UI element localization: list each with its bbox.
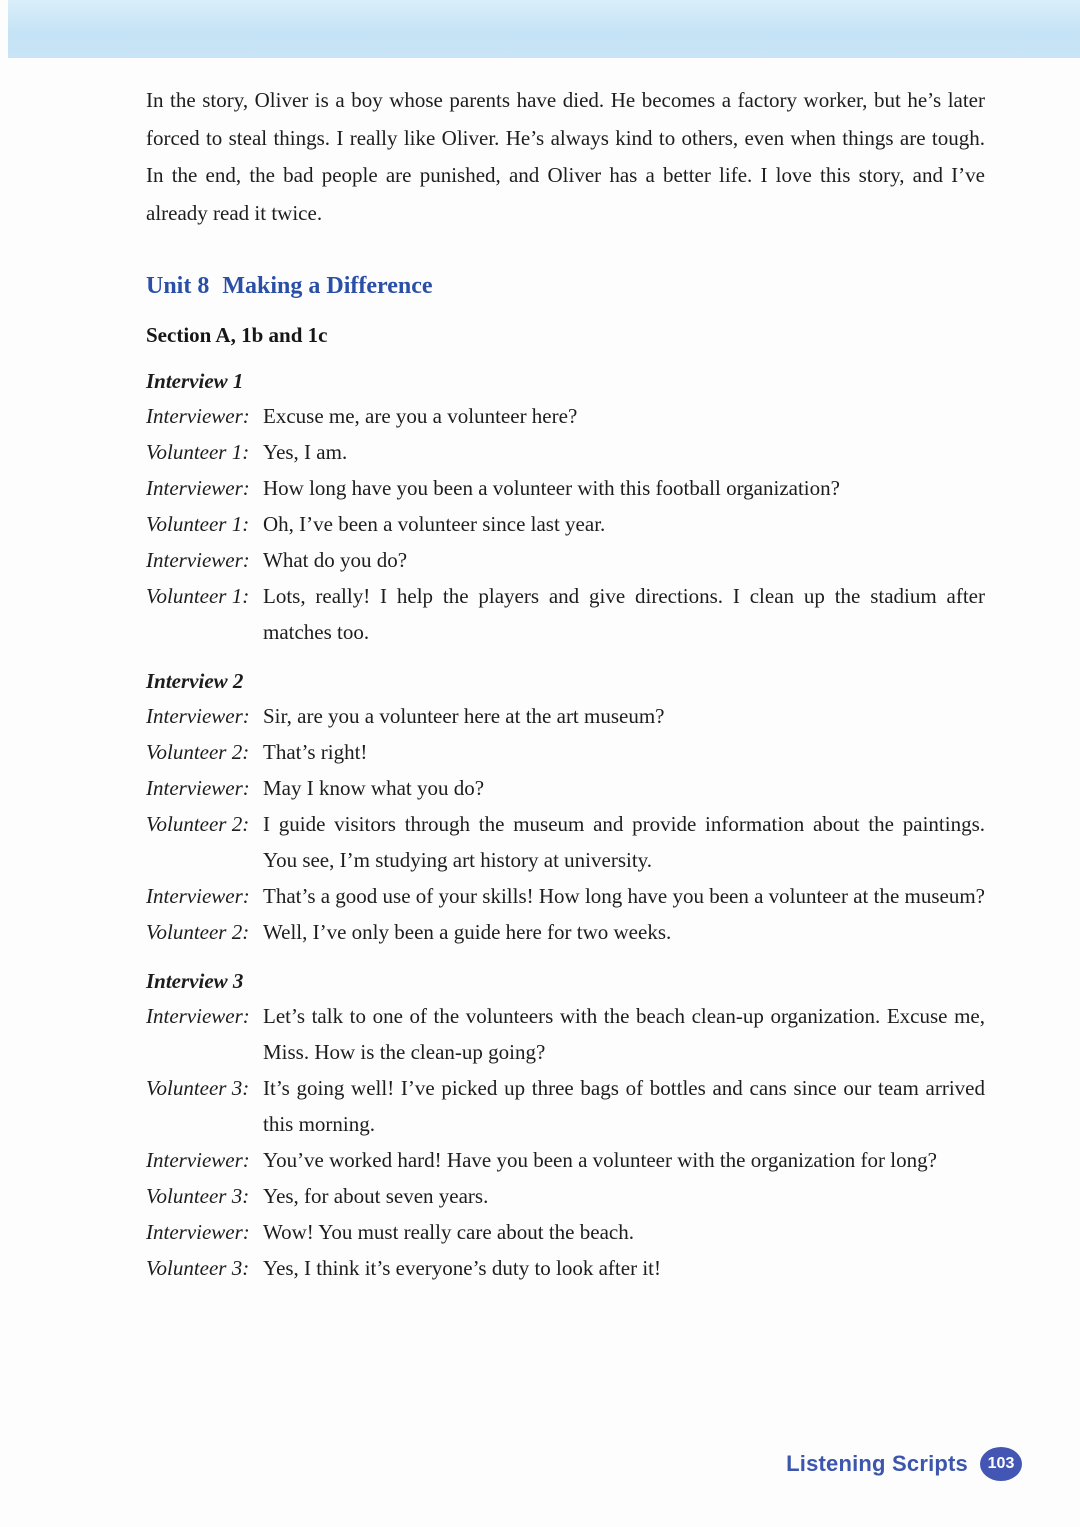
- speaker-label: Interviewer:: [146, 548, 250, 572]
- speaker-label: Interviewer:: [146, 1004, 250, 1028]
- interview-block: [146, 964, 985, 1286]
- footer-label: Listening Scripts: [786, 1451, 968, 1476]
- dialogue-line: [146, 542, 985, 578]
- dialogue-text: Let’s talk to one of the volunteers with the beach clean-up organization. Excuse me, Miss. How is the clean-up going?: [263, 1004, 985, 1064]
- speaker-label: Interviewer:: [146, 404, 250, 428]
- dialogue-text: I guide visitors through the museum and provide information about the paintings. You see, I’m studying art history at university.: [263, 812, 985, 872]
- speaker-label: Interviewer:: [146, 1220, 250, 1244]
- dialogue-text: You’ve worked hard! Have you been a volunteer with the organization for long?: [263, 1148, 937, 1172]
- dialogue-line: [146, 998, 985, 1070]
- dialogue-lines: [146, 998, 985, 1286]
- dialogue-text: Yes, I am.: [263, 440, 348, 464]
- dialogue-text: That’s a good use of your skills! How long have you been a volunteer at the museum?: [263, 884, 985, 908]
- speaker-label: Volunteer 2:: [146, 920, 250, 944]
- interview-title: Interview 2: [146, 669, 244, 693]
- speaker-label: Volunteer 3:: [146, 1076, 250, 1100]
- unit-title: Making a Difference: [222, 273, 433, 299]
- dialogue-line: [146, 1250, 985, 1286]
- speaker-label: Volunteer 1:: [146, 584, 250, 608]
- unit-heading: [146, 270, 985, 302]
- speaker-label: Volunteer 2:: [146, 812, 250, 836]
- dialogue-text: Sir, are you a volunteer here at the art museum?: [263, 704, 665, 728]
- speaker-label: Interviewer:: [146, 776, 250, 800]
- speaker-label: Interviewer:: [146, 704, 250, 728]
- dialogue-text: May I know what you do?: [263, 776, 485, 800]
- speaker-label: Volunteer 3:: [146, 1184, 250, 1208]
- interviews: [146, 364, 985, 1286]
- dialogue-line: [146, 878, 985, 914]
- dialogue-line: [146, 506, 985, 542]
- dialogue-lines: [146, 398, 985, 650]
- dialogue-text: Oh, I’ve been a volunteer since last year.: [263, 512, 606, 536]
- dialogue-text: How long have you been a volunteer with this football organization?: [263, 476, 840, 500]
- page-number-badge: 103: [980, 1447, 1022, 1481]
- interview-block: [146, 664, 985, 950]
- speaker-label: Interviewer:: [146, 476, 250, 500]
- header-band: [8, 0, 1080, 58]
- dialogue-line: [146, 1178, 985, 1214]
- dialogue-line: [146, 914, 985, 950]
- dialogue-line: [146, 470, 985, 506]
- unit-number-label: Unit 8: [146, 273, 210, 299]
- speaker-label: Interviewer:: [146, 884, 250, 908]
- footer: [786, 1447, 1022, 1481]
- interview-title: Interview 1: [146, 369, 244, 393]
- dialogue-text: Excuse me, are you a volunteer here?: [263, 404, 578, 428]
- dialogue-line: [146, 1070, 985, 1142]
- dialogue-text: That’s right!: [263, 740, 368, 764]
- interview-block: [146, 364, 985, 650]
- speaker-label: Volunteer 2:: [146, 740, 250, 764]
- interview-title: Interview 3: [146, 969, 244, 993]
- dialogue-text: Well, I’ve only been a guide here for two weeks.: [263, 920, 672, 944]
- dialogue-lines: [146, 698, 985, 950]
- dialogue-text: Wow! You must really care about the beach.: [263, 1220, 634, 1244]
- speaker-label: Volunteer 3:: [146, 1256, 250, 1280]
- speaker-label: Interviewer:: [146, 1148, 250, 1172]
- dialogue-line: [146, 806, 985, 878]
- dialogue-text: Lots, really! I help the players and give directions. I clean up the stadium after matches too.: [263, 584, 985, 644]
- section-heading: Section A, 1b and 1c: [146, 323, 328, 347]
- dialogue-line: [146, 770, 985, 806]
- dialogue-text: It’s going well! I’ve picked up three bags of bottles and cans since our team arrived this morning.: [263, 1076, 985, 1136]
- dialogue-line: [146, 398, 985, 434]
- speaker-label: Volunteer 1:: [146, 440, 250, 464]
- dialogue-line: [146, 698, 985, 734]
- dialogue-line: [146, 1142, 985, 1178]
- dialogue-line: [146, 734, 985, 770]
- dialogue-line: [146, 578, 985, 650]
- speaker-label: Volunteer 1:: [146, 512, 250, 536]
- dialogue-line: [146, 434, 985, 470]
- dialogue-text: What do you do?: [263, 548, 408, 572]
- page-content: [146, 82, 985, 1286]
- dialogue-text: Yes, I think it’s everyone’s duty to look after it!: [263, 1256, 661, 1280]
- dialogue-text: Yes, for about seven years.: [263, 1184, 489, 1208]
- dialogue-line: [146, 1214, 985, 1250]
- intro-paragraph: In the story, Oliver is a boy whose parents have died. He becomes a factory worker, but he’s later forced to steal things. I really like Oliver. He’s always kind to others, even when things are tough. In the end, the bad people are punished, and Oliver has a better life. I love this story, and I’ve already read it twice.: [146, 88, 985, 225]
